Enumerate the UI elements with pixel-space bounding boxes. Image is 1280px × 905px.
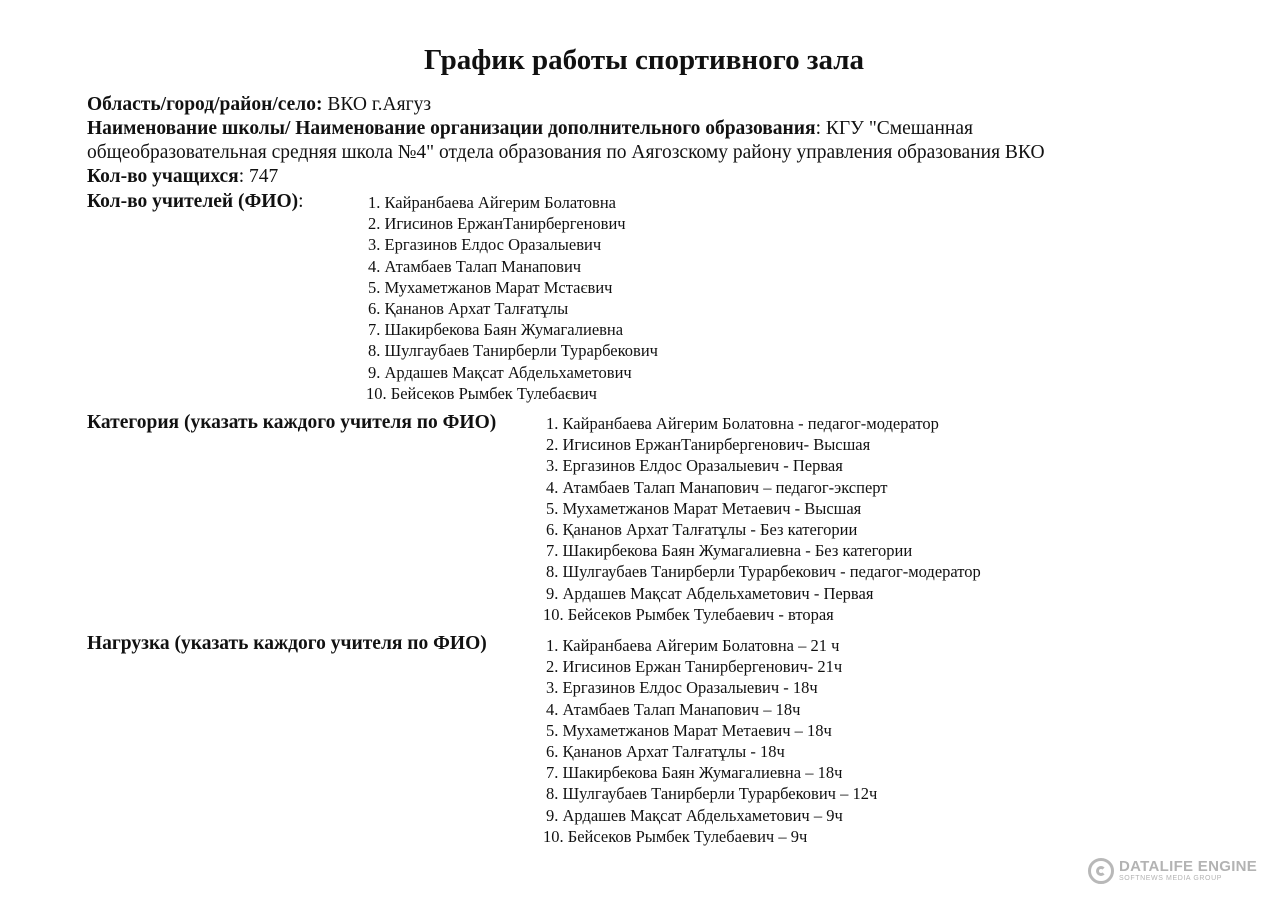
list-item: 9. Ардашев Мақсат Абдельхаметович – 9ч xyxy=(546,805,843,825)
list-item: 6. Қананов Архат Талғатұлы - 18ч xyxy=(546,741,785,761)
list-item: 10. Бейсеков Рымбек Тулебаевич – 9ч xyxy=(543,826,808,846)
list-item: 10. Бейсеков Рымбек Тулебаєвич xyxy=(366,383,597,403)
list-item: 6. Қананов Архат Талғатұлы xyxy=(368,298,569,318)
school-value-2: общеобразовательная средняя школа №4" отдела образования по Аягозскому району управления образования ВКО xyxy=(87,142,1045,163)
watermark-sub: SOFTNEWS MEDIA GROUP xyxy=(1119,875,1223,882)
students-value: : 747 xyxy=(238,166,279,187)
list-item: 2. Игисинов ЕржанТанирбергенович xyxy=(368,214,626,234)
list-item: 8. Шулгаубаев Танирберли Турарбекович xyxy=(368,341,658,361)
school-label: Наименование школы/ Наименование организации дополнительного образования xyxy=(87,118,816,139)
category-label: Категория (указать каждого учителя по ФИО) xyxy=(87,412,497,433)
list-item: 1. Кайранбаева Айгерим Болатовна - педагог-модератор xyxy=(546,414,939,433)
list-item: 3. Ергазинов Елдос Оразалыевич - 18ч xyxy=(546,678,818,698)
load-label: Нагрузка (указать каждого учителя по ФИО) xyxy=(87,633,487,654)
category-list xyxy=(543,413,981,625)
list-item: 1. Кайранбаева Айгерим Болатовна xyxy=(368,193,616,212)
list-item: 4. Атамбаев Талап Манапович – педагог-эксперт xyxy=(546,477,888,497)
list-item: 7. Шакирбекова Баян Жумагалиевна - Без категории xyxy=(546,541,913,561)
region-line xyxy=(87,94,431,116)
list-item: 9. Ардашев Мақсат Абдельхаметович - Первая xyxy=(546,583,874,603)
teachers-label: Кол-во учителей (ФИО) xyxy=(87,191,299,212)
list-item: 5. Мухаметжанов Марат Метаевич – 18ч xyxy=(546,720,832,740)
watermark xyxy=(1088,858,1257,884)
list-item: 4. Атамбаев Талап Манапович xyxy=(368,256,582,276)
region-label: Область/город/район/село: xyxy=(87,94,323,115)
load-list xyxy=(543,635,878,847)
list-item: 9. Ардашев Мақсат Абдельхаметович xyxy=(368,362,632,382)
region-value: ВКО г.Аягуз xyxy=(322,94,432,115)
school-value-1: : КГУ "Смешанная xyxy=(815,118,973,139)
list-item: 7. Шакирбекова Баян Жумагалиевна xyxy=(368,320,624,340)
list-item: 5. Мухаметжанов Марат Мстаєвич xyxy=(368,277,613,297)
watermark-main: DATALIFE ENGINE xyxy=(1119,858,1258,875)
list-item: 4. Атамбаев Талап Манапович – 18ч xyxy=(546,699,801,719)
list-item: 8. Шулгаубаев Танирберли Турарбекович - педагог-модератор xyxy=(546,562,981,582)
datalife-logo-icon xyxy=(1088,858,1114,884)
list-item: 10. Бейсеков Рымбек Тулебаевич - вторая xyxy=(543,604,834,624)
list-item: 2. Игисинов Ержан Танирбергенович- 21ч xyxy=(546,657,843,677)
list-item: 3. Ергазинов Елдос Оразалыевич xyxy=(368,235,602,255)
teachers-list xyxy=(368,192,658,404)
list-item: 2. Игисинов ЕржанТанирбергенович- Высшая xyxy=(546,435,871,455)
list-item: 3. Ергазинов Елдос Оразалыевич - Первая xyxy=(546,456,843,476)
list-item: 5. Мухаметжанов Марат Метаевич - Высшая xyxy=(546,498,862,518)
list-item: 8. Шулгаубаев Танирберли Турарбекович – 12ч xyxy=(546,784,878,804)
students-label: Кол-во учащихся xyxy=(87,166,239,187)
school-line-2 xyxy=(87,142,1045,164)
list-item: 7. Шакирбекова Баян Жумагалиевна – 18ч xyxy=(546,763,843,783)
list-item: 1. Кайранбаева Айгерим Болатовна – 21 ч xyxy=(546,636,840,655)
students-line xyxy=(87,166,278,188)
teachers-colon: : xyxy=(298,191,304,212)
page-title: График работы спортивного зала xyxy=(423,44,864,76)
school-line-1 xyxy=(87,118,973,140)
list-item: 6. Қананов Архат Талғатұлы - Без категории xyxy=(546,519,858,539)
watermark-text xyxy=(1119,859,1257,883)
teachers-heading xyxy=(87,191,304,213)
